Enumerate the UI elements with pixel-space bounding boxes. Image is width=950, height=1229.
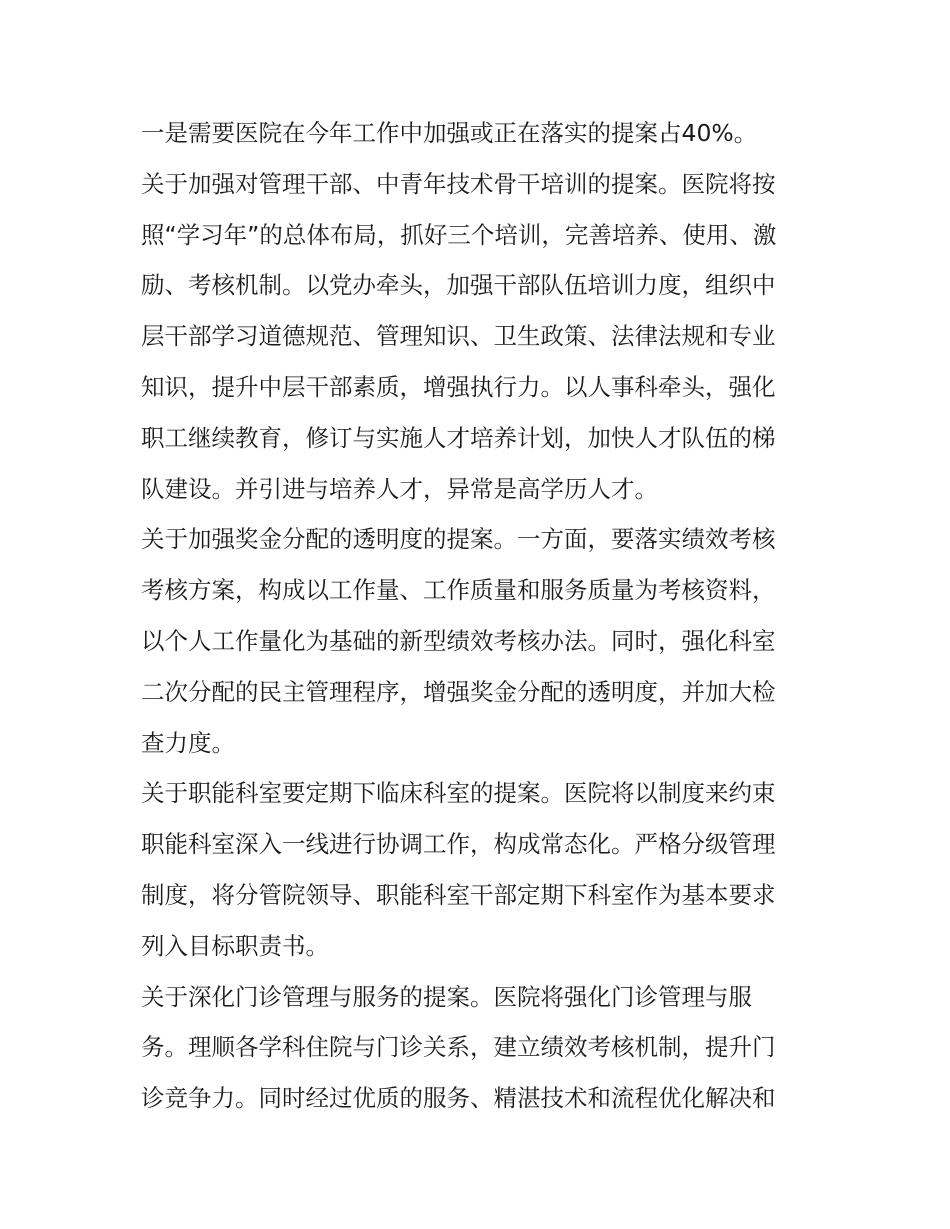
body-text [141, 108, 813, 1124]
text-line: 职能科室深入一线进行协调工作，构成常态化。严格分级管理 [141, 830, 776, 859]
text-line: 层干部学习道德规范、管理知识、卫生政策、法律法规和专业 [141, 322, 776, 351]
text-line: 照“学习年”的总体布局，抓好三个培训，完善培养、使用、激 [141, 220, 777, 249]
text-line: 关于加强奖金分配的透明度的提案。一方面，要落实绩效考核 [141, 525, 776, 554]
text-line: 职工继续教育，修订与实施人才培养计划，加快人才队伍的梯 [141, 423, 776, 452]
text-line: 查力度。 [141, 728, 235, 757]
text-line: 一是需要医院在今年工作中加强或正在落实的提案占40%。 [141, 119, 758, 147]
text-line: 关于加强对管理干部、中青年技术骨干培训的提案。医院将按 [141, 169, 776, 198]
text-line: 知识，提升中层干部素质，增强执行力。以人事科牵头，强化 [141, 372, 776, 401]
text-line: 队建设。并引进与培养人才，异常是高学历人才。 [141, 474, 658, 503]
text-line: 二次分配的民主管理程序，增强奖金分配的透明度，并加大检 [141, 677, 776, 706]
text-line: 制度，将分管院领导、职能科室干部定期下科室作为基本要求 [141, 880, 776, 909]
text-line: 励、考核机制。以党办牵头，加强干部队伍培训力度，组织中 [141, 271, 776, 300]
text-line: 考核方案，构成以工作量、工作质量和服务质量为考核资料， [141, 576, 776, 605]
text-line: 诊竞争力。同时经过优质的服务、精湛技术和流程优化解决和 [141, 1084, 776, 1113]
text-line: 以个人工作量化为基础的新型绩效考核办法。同时，强化科室 [141, 626, 776, 655]
text-line: 列入目标职责书。 [141, 931, 329, 960]
text-line: 关于深化门诊管理与服务的提案。医院将强化门诊管理与服 [141, 982, 752, 1011]
text-line: 务。理顺各学科住院与门诊关系，建立绩效考核机制，提升门 [141, 1033, 776, 1062]
text-line: 关于职能科室要定期下临床科室的提案。医院将以制度来约束 [141, 779, 776, 808]
